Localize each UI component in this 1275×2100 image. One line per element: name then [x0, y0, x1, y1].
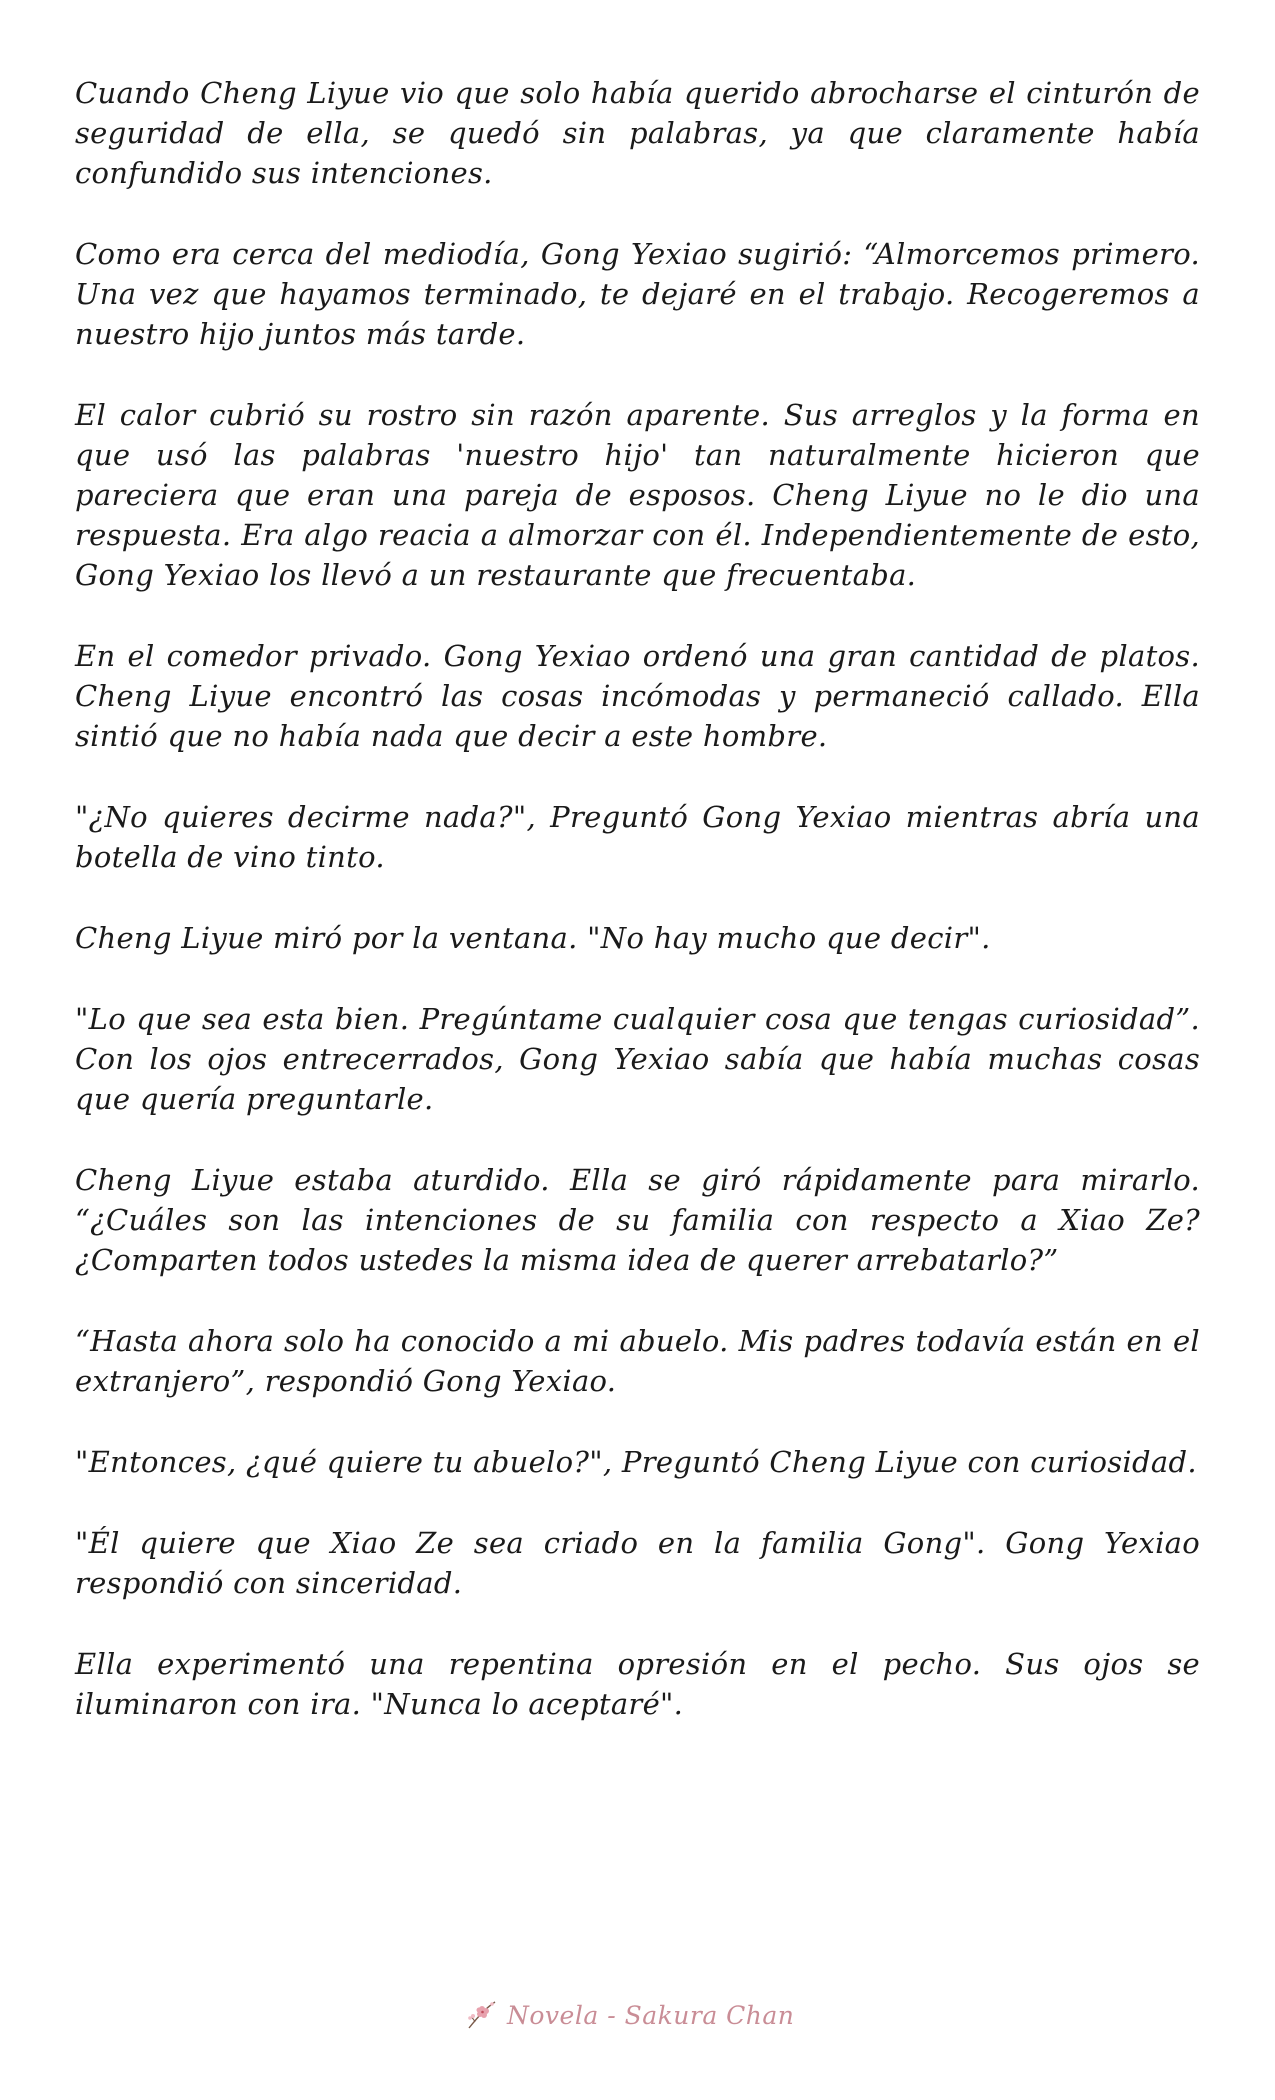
paragraph-1: Cuando Cheng Liyue vio que solo había querido abrocharse el cinturón de seguridad de ella, se quedó sin palabras, ya que claramente había confundido sus intenciones.: [75, 76, 1200, 190]
paragraph-11: "Él quiere que Xiao Ze sea criado en la familia Gong". Gong Yexiao respondió con sinceridad.: [75, 1526, 1200, 1600]
paragraph-12: Ella experimentó una repentina opresión en el pecho. Sus ojos se iluminaron con ira. "Nunca lo aceptaré".: [75, 1647, 1200, 1721]
paragraph-5: "¿No quieres decirme nada?", Preguntó Gong Yexiao mientras abría una botella de vino tinto.: [75, 800, 1200, 874]
paragraph-10: "Entonces, ¿qué quiere tu abuelo?", Preguntó Cheng Liyue con curiosidad.: [75, 1445, 1197, 1479]
paragraph-6: Cheng Liyue miró por la ventana. "No hay mucho que decir".: [75, 921, 991, 955]
paragraph-3: El calor cubrió su rostro sin razón aparente. Sus arreglos y la forma en que usó las palabras 'nuestro hijo' tan naturalmente hicieron que pareciera que eran una pareja de esposos. Cheng Liyue no le dio una respuesta. Era algo reacia a almorzar con él. Independientemente de esto, Gong Yexiao los llevó a un restaurante que frecuentaba.: [75, 398, 1200, 592]
watermark: [465, 1990, 825, 2040]
paragraph-7: "Lo que sea esta bien. Pregúntame cualquier cosa que tengas curiosidad”. Con los ojos entrecerrados, Gong Yexiao sabía que había muchas cosas que quería preguntarle.: [75, 1002, 1200, 1116]
paragraph-8: Cheng Liyue estaba aturdido. Ella se giró rápidamente para mirarlo. “¿Cuáles son las intenciones de su familia con respecto a Xiao Ze? ¿Comparten todos ustedes la misma idea de querer arrebatarlo?”: [75, 1163, 1200, 1277]
paragraph-4: En el comedor privado. Gong Yexiao ordenó una gran cantidad de platos. Cheng Liyue encontró las cosas incómodas y permaneció callado. Ella sintió que no había nada que decir a este hombre.: [75, 639, 1200, 753]
paragraph-9: “Hasta ahora solo ha conocido a mi abuelo. Mis padres todavía están en el extranjero”, respondió Gong Yexiao.: [75, 1324, 1200, 1398]
watermark-text: Novela - Sakura Chan: [507, 2000, 795, 2030]
document-body: [75, 73, 1200, 1765]
paragraph-2: Como era cerca del mediodía, Gong Yexiao sugirió: “Almorcemos primero. Una vez que hayamos terminado, te dejaré en el trabajo. Recogeremos a nuestro hijo juntos más tarde.: [75, 237, 1200, 351]
cherry-blossom-icon: [465, 1998, 499, 2032]
